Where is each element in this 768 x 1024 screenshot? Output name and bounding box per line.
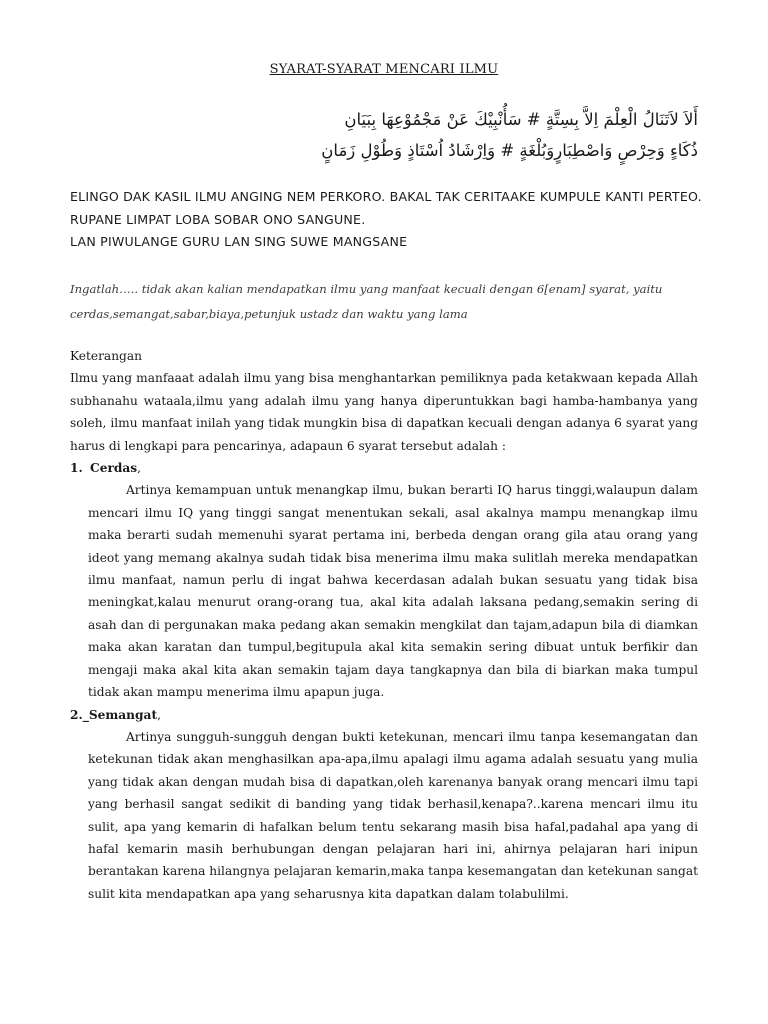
section-heading-cerdas bbox=[70, 457, 698, 479]
explanation-body bbox=[70, 345, 698, 905]
transliteration-line-1: ELINGO DAK KASIL ILMU ANGING NEM PERKORO. BAKAL TAK CERITAAKE KUMPULE KANTI PERTEO. bbox=[70, 189, 702, 204]
section-heading-semangat bbox=[70, 704, 698, 726]
section-number: 1. bbox=[70, 461, 83, 476]
arabic-verse-line-2: ذُكَاءٍ وَحِرْصٍ وَاصْطِبَارٍوَبُلْغَةٍ # وَاِرْشَادُ اُسْتَاذٍ وَطُوْلِ زَمَانٍ bbox=[321, 141, 698, 160]
section-number: 2._ bbox=[70, 707, 89, 722]
section-heading-label: Cerdas bbox=[90, 461, 138, 476]
transliteration-line-2: RUPANE LIMPAT LOBA SOBAR ONO SANGUNE. bbox=[70, 211, 366, 227]
keterangan-label: Keterangan bbox=[70, 349, 142, 363]
section-heading-suffix: , bbox=[137, 461, 142, 476]
indonesian-translation: Ingatlah….. tidak akan kalian mendapatkan ilmu yang manfaat kecuali dengan 6[enam] syarat, yaitu cerdas,semangat,sabar,biaya,petunjuk ustadz dan waktu yang lama bbox=[70, 282, 663, 321]
page-title: SYARAT-SYARAT MENCARI ILMU bbox=[269, 62, 499, 77]
transliteration-line-3: LAN PIWULANGE GURU LAN SING SUWE MANGSANE bbox=[70, 234, 408, 249]
section-paragraph-cerdas: Artinya kemampuan untuk menangkap ilmu, bukan berarti IQ harus tinggi,walaupun dalam mencari ilmu IQ yang tinggi sangat menentukan sekali, asal akalnya mampu menangkap ilmu maka berarti sudah memenuhi syarat pertama ini, berbeda dengan orang gila atau orang yang ideot yang memang akalnya sudah tidak bisa menerima ilmu maka sulitlah mereka mendapatkan ilmu manfaat, namun perlu di ingat bahwa kecerdasan adalah bukan sesuatu yang tidak bisa meningkat,kalau menurut orang-orang tua, akal kita adalah laksana pedang,semakin sering di asah dan di pergunakan maka pedang akan semakin mengkilat dan tajam,adapun bila di diamkan maka akan karatan dan tumpul,begitupula akal kita semakin sering dibuat untuk berfikir dan mengaji maka akal kita akan semakin tajam daya tangkapnya dan bila di biarkan maka tumpul tidak akan mampu menerima ilmu apapun juga. bbox=[88, 483, 698, 700]
section-heading-suffix: , bbox=[157, 707, 161, 722]
section-paragraph-semangat: Artinya sungguh-sungguh dengan bukti ketekunan, mencari ilmu tanpa kesemangatan dan ketekunan tidak akan menghasilkan apa-apa,ilmu apalagi ilmu agama adalah sesuatu yang mulia yang tidak akan dengan mudah bisa di dapatkan,oleh karenanya banyak orang mencari ilmu tapi yang berhasil sangat sedikit di banding yang tidak berhasil,kenapa?..karena mencari ilmu itu sulit, apa yang kemarin di hafalkan belum tentu sekarang masih bisa hafal,padahal apa yang di hafal kemarin masih berhubungan dengan pelajaran hari ini, ahirnya pelajaran hari inipun berantakan karena hilangnya pelajaran kemarin,maka tanpa kesemangatan dan ketekunan sangat sulit kita mendapatkan apa yang seharusnya kita dapatkan dalam tolabulilmi. bbox=[88, 729, 698, 901]
section-heading-label: Semangat bbox=[88, 707, 158, 722]
arabic-verse-line-1: أَلاَ لاَتَنَالُ الْعِلْمَ اِلاَّ بِسِتَّةٍ # سَأُنْبِيْكَ عَنْ مَجْمُوْعِهَا بِبَيَانِ bbox=[344, 110, 698, 129]
intro-paragraph: Ilmu yang manfaaat adalah ilmu yang bisa menghantarkan pemiliknya pada ketakwaan kepada Allah subhanahu wataala,ilmu yang adalah ilmu yang hanya diperuntukkan bagi hamba-hambanya yang soleh, ilmu manfaat inilah yang tidak mungkin bisa di dapatkan kecuali dengan adanya 6 syarat yang harus di lengkapi para pencarinya, adapaun 6 syarat tersebut adalah : bbox=[70, 371, 698, 453]
javanese-transliteration bbox=[70, 186, 710, 254]
